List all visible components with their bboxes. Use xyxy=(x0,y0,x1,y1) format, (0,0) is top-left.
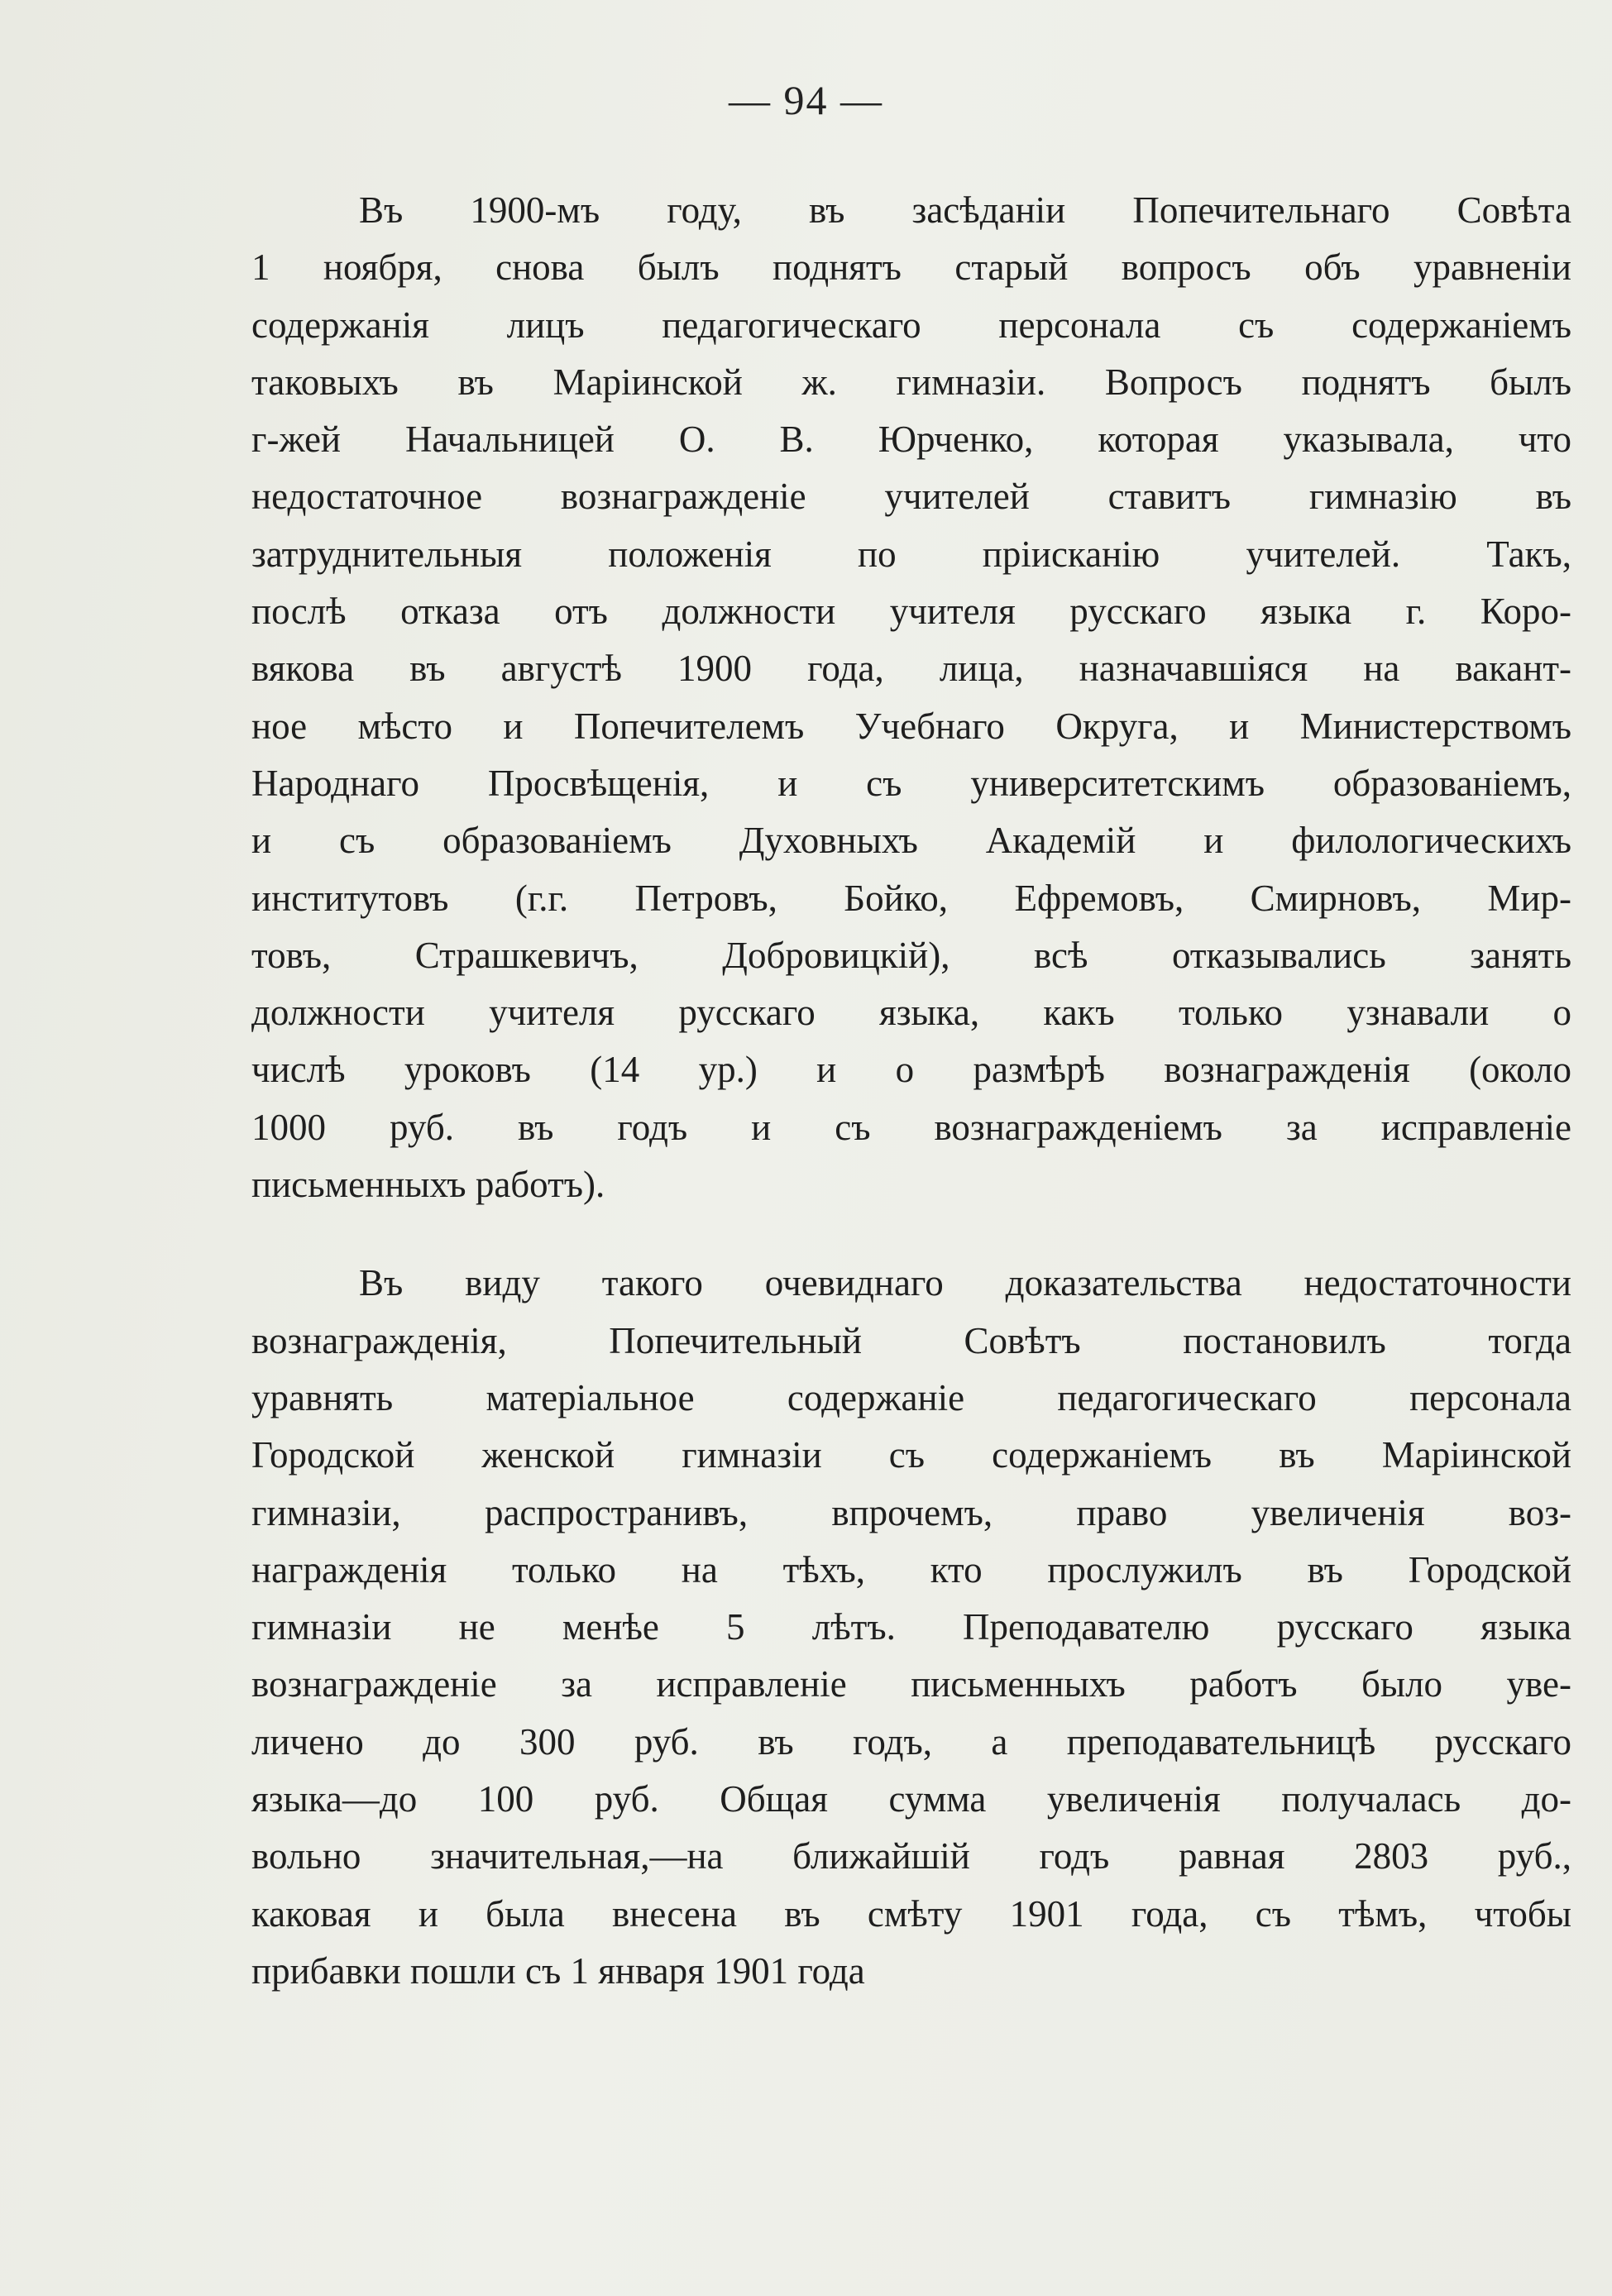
text-line: вякова въ августѣ 1900 года, лица, назначавшіяся на вакант- xyxy=(251,648,1571,690)
text-line: личено до 300 руб. въ годъ, а преподавательницѣ русскаго xyxy=(251,1720,1571,1763)
text-line: Въ виду такого очевиднаго доказательства недостаточности xyxy=(359,1262,1571,1304)
text-line: товъ, Страшкевичъ, Добровицкій), всѣ отказывались занять xyxy=(251,934,1571,976)
text-line: послѣ отказа отъ должности учителя русскаго языка г. Коро- xyxy=(251,591,1571,633)
text-line: содержанія лицъ педагогическаго персонала съ содержаніемъ xyxy=(251,304,1571,346)
page-number: — 94 — xyxy=(729,77,883,123)
text-line: вознагражденіе за исправленіе письменныхъ работъ было уве- xyxy=(251,1663,1571,1705)
text-line: институтовъ (г.г. Петровъ, Бойко, Ефремовъ, Смирновъ, Мир- xyxy=(251,877,1571,919)
body-text xyxy=(251,182,1571,2000)
text-line: Городской женской гимназіи съ содержаніемъ въ Маріинской xyxy=(251,1434,1571,1476)
text-line: гимназіи, распространивъ, впрочемъ, право увеличенія воз- xyxy=(251,1491,1571,1533)
text-line: гимназіи не менѣе 5 лѣтъ. Преподавателю русскаго языка xyxy=(251,1606,1571,1648)
text-line: награжденія только на тѣхъ, кто прослужилъ въ Городской xyxy=(251,1548,1571,1590)
text-line: 1000 руб. въ годъ и съ вознагражденіемъ за исправленіе xyxy=(251,1106,1571,1148)
text-line: вознагражденія, Попечительный Совѣтъ постановилъ тогда xyxy=(251,1319,1571,1361)
text-line: каковая и была внесена въ смѣту 1901 года, съ тѣмъ, чтобы xyxy=(251,1892,1571,1935)
text-line: прибавки пошли съ 1 января 1901 года xyxy=(251,1949,865,1992)
text-line: и съ образованіемъ Духовныхъ Академій и филологическихъ xyxy=(251,820,1571,862)
text-line: затруднительныя положенія по пріисканію учителей. Такъ, xyxy=(251,533,1571,575)
text-line: письменныхъ работъ). xyxy=(251,1164,605,1206)
text-line: уравнять матеріальное содержаніе педагогическаго персонала xyxy=(251,1376,1571,1418)
paragraph-1 xyxy=(251,182,1571,1213)
text-line: Въ 1900-мъ году, въ засѣданіи Попечительнаго Совѣта xyxy=(359,189,1571,231)
text-line: числѣ уроковъ (14 ур.) и о размѣрѣ вознагражденія (около xyxy=(251,1049,1571,1091)
text-line: таковыхъ въ Маріинской ж. гимназіи. Вопросъ поднятъ былъ xyxy=(251,361,1571,403)
text-line: г-жей Начальницей О. В. Юрченко, которая указывала, что xyxy=(251,419,1571,461)
text-line: 1 ноября, снова былъ поднятъ старый вопросъ объ уравненіи xyxy=(251,246,1571,289)
text-line: языка—до 100 руб. Общая сумма увеличенія получалась до- xyxy=(251,1778,1571,1820)
paragraph-2 xyxy=(251,1255,1571,2000)
text-line: должности учителя русскаго языка, какъ только узнавали о xyxy=(251,992,1571,1034)
text-line: недостаточное вознагражденіе учителей ставитъ гимназію въ xyxy=(251,476,1571,518)
text-line: Народнаго Просвѣщенія, и съ университетскимъ образованіемъ, xyxy=(251,762,1571,804)
text-line: вольно значительная,—на ближайшій годъ равная 2803 руб., xyxy=(251,1835,1571,1877)
text-line: ное мѣсто и Попечителемъ Учебнаго Округа, и Министерствомъ xyxy=(251,705,1571,747)
